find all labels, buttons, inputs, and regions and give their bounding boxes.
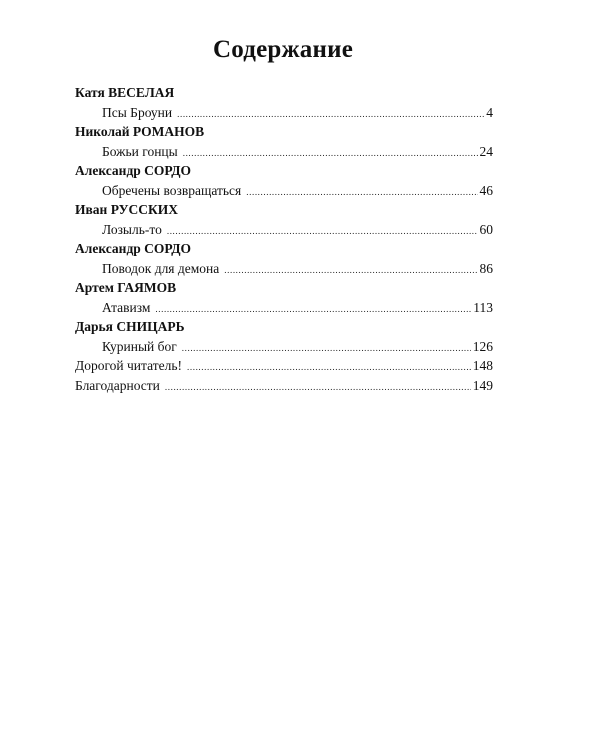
- toc-author: Александр СОРДО: [75, 163, 191, 178]
- toc-entry-page: 149: [472, 377, 493, 393]
- toc-author: Николай РОМАНОВ: [75, 124, 205, 139]
- toc-entry-page: 113: [473, 299, 493, 315]
- toc-entry-page: 60: [479, 221, 493, 237]
- toc-entry-page: 24: [479, 143, 493, 159]
- toc-entry-title: Обречены возвращаться: [102, 182, 242, 198]
- toc-leader-dots: [187, 358, 471, 378]
- toc-entry-page: 46: [479, 182, 493, 198]
- toc-entry[interactable]: [75, 103, 493, 123]
- toc-entry-title: Божьи гонцы: [102, 143, 178, 159]
- toc-entry-title: Куриный бог: [102, 338, 177, 354]
- toc-entry[interactable]: [75, 142, 493, 162]
- toc-author: Иван РУССКИХ: [75, 202, 179, 217]
- toc-entry[interactable]: [75, 220, 493, 240]
- toc-entry-page: 148: [472, 358, 493, 373]
- toc-author: Александр СОРДО: [75, 241, 191, 256]
- toc-entry-extra[interactable]: [75, 356, 493, 376]
- toc-entry-title: Поводок для демона: [102, 260, 220, 276]
- toc-entry[interactable]: [75, 259, 493, 279]
- table-of-contents: [75, 83, 493, 395]
- toc-entry[interactable]: [75, 337, 493, 357]
- toc-entry-title: Благодарности: [75, 377, 160, 393]
- toc-author: Артем ГАЯМОВ: [75, 280, 177, 295]
- toc-entry-title: Лозыль-то: [102, 221, 162, 237]
- toc-leader-dots: [246, 183, 477, 203]
- toc-author: Катя ВЕСЕЛАЯ: [75, 85, 175, 100]
- toc-entry-title: Псы Броуни: [102, 104, 173, 120]
- toc-leader-dots: [183, 144, 478, 164]
- toc-author: Дарья СНИЦАРЬ: [75, 319, 185, 334]
- page-title: Содержание: [212, 36, 353, 63]
- toc-leader-dots: [165, 378, 471, 398]
- toc-entry[interactable]: [75, 298, 493, 318]
- toc-leader-dots: [167, 222, 478, 242]
- toc-entry-title: Дорогой читатель!: [75, 358, 183, 373]
- toc-leader-dots: [224, 261, 477, 281]
- toc-entry[interactable]: [75, 181, 493, 201]
- toc-entry-title: Атавизм: [102, 299, 151, 315]
- toc-leader-dots: [155, 300, 471, 320]
- toc-leader-dots: [182, 339, 471, 359]
- toc-entry-page: 126: [472, 338, 493, 354]
- toc-entry-extra[interactable]: [75, 376, 493, 396]
- toc-entry-page: 86: [479, 260, 493, 276]
- toc-entry-page: 4: [486, 104, 493, 120]
- toc-leader-dots: [177, 105, 484, 125]
